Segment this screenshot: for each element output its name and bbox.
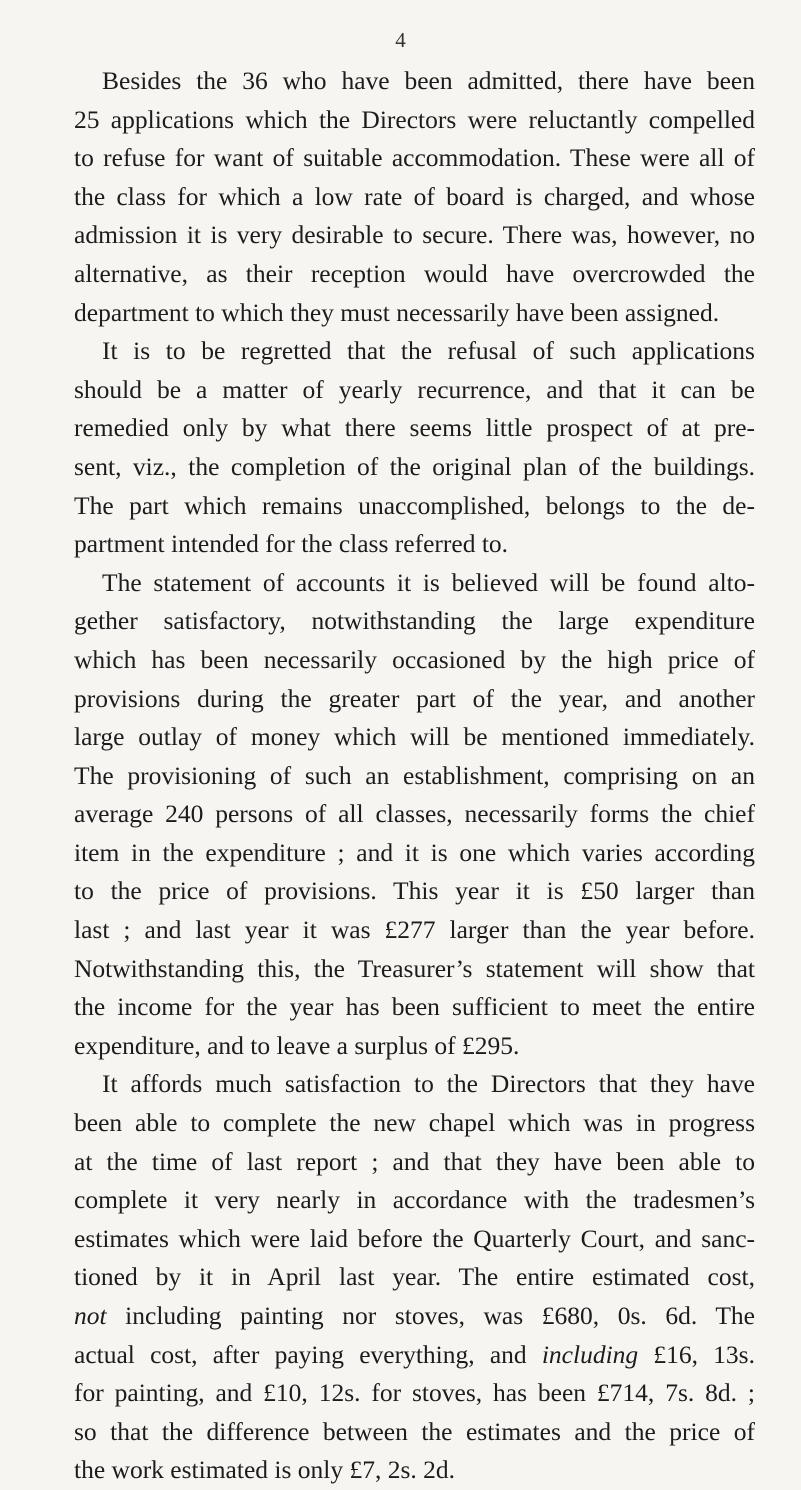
page-number: 4 [395,28,406,52]
text-line: It affords much satisfaction to the Directors that they have [102,1069,755,1099]
text-line: admission it is very desirable to secure. There was, however, no [74,220,755,250]
text-line: which has been necessarily occasioned by the high price of [74,644,755,674]
text-line: should be a matter of yearly recurrence, and that it can be [74,374,755,404]
text-line: so that the difference between the estimates and the price of [74,1416,755,1446]
text-line: the income for the year has been sufficient to meet the entire [74,992,755,1022]
text-line: sent, viz., the completion of the original plan of the buildings. [74,451,755,481]
text-line: complete it very nearly in accordance with the tradesmen’s [74,1185,755,1215]
text-line: for painting, and £10, 12s. for stoves, has been £714, 7s. 8d. ; [74,1378,755,1408]
text-line: The part which remains unaccomplished, belongs to the de- [74,490,755,520]
text-line: gether satisfactory, notwithstanding the large expenditure [74,606,755,636]
text-line: partment intended for the class referred to. [74,529,509,559]
text-line: provisions during the greater part of the year, and another [74,683,755,713]
text-line: estimates which were laid before the Quarterly Court, and sanc- [74,1223,755,1253]
text-line: department to which they must necessarily have been assigned. [74,297,720,327]
text-line: Notwithstanding this, the Treasurer’s statement will show that [74,953,755,983]
text-line: at the time of last report ; and that they have been able to [74,1146,755,1176]
italic-not: not [74,1301,107,1330]
text-line: to the price of provisions. This year it is £50 larger than [74,876,755,906]
text-line: the class for which a low rate of board is charged, and whose [74,181,755,211]
text-line: item in the expenditure ; and it is one which varies according [74,837,755,867]
text-line: the work estimated is only £7, 2s. 2d. [74,1455,456,1485]
text-line: to refuse for want of suitable accommodation. These were all of [74,143,755,173]
text-line: remedied only by what there seems little prospect of at pre- [74,413,755,443]
text-line: last ; and last year it was £277 larger than the year before. [74,915,755,945]
text-segment: including painting nor stoves, was £680, 0s. 6d. The [106,1301,755,1330]
text-line [74,1297,755,1336]
text-line: average 240 persons of all classes, necessarily forms the chief [74,799,755,829]
text-segment: actual cost, after paying everything, and [74,1339,542,1369]
text-line [74,1336,755,1375]
italic-including: including [541,1339,639,1369]
text-line: The statement of accounts it is believed will be found alto- [102,567,755,597]
text-line: large outlay of money which will be mentioned immediately. [74,722,755,752]
text-line: been able to complete the new chapel which was in progress [74,1108,755,1138]
text-segment: £16, 13s. [638,1339,755,1369]
text-line: Besides the 36 who have been admitted, there have been [102,66,755,95]
text-line: tioned by it in April last year. The entire estimated cost, [74,1262,755,1292]
text-line: 25 applications which the Directors were reluctantly compelled [74,104,755,134]
document-body [74,62,755,1490]
text-line: It is to be regretted that the refusal of such applications [102,336,755,366]
text-line: alternative, as their reception would have overcrowded the [74,258,755,288]
text-line: expenditure, and to leave a surplus of £295. [74,1030,520,1060]
text-line: The provisioning of such an establishment, comprising on an [74,760,755,790]
